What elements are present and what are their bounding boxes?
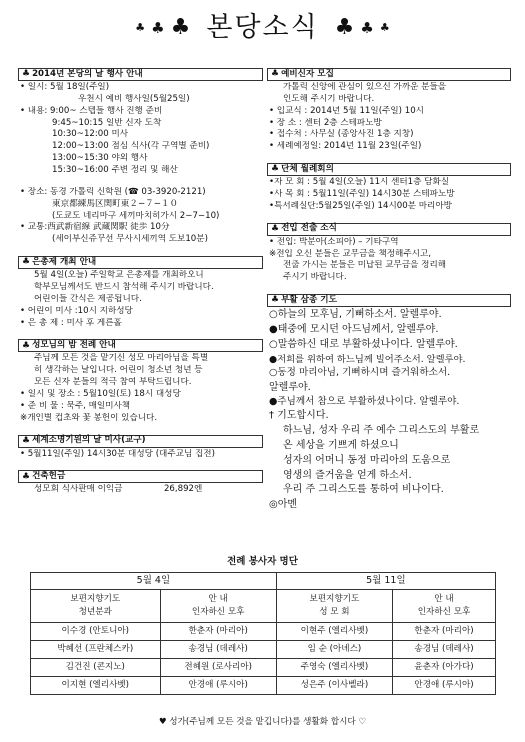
text-line: 인도해 주시기 바랍니다. [283, 93, 375, 104]
schedule-line: 10:30~12:00 미사 [52, 129, 129, 140]
text-line: • 전입: 박분아(소피아) – 기타구역 [269, 236, 399, 247]
section-body [18, 483, 263, 496]
club-icon: ♣ [22, 471, 31, 482]
section-body [18, 352, 263, 424]
section-heading-text: 부활 삼종 기도 [281, 294, 337, 305]
section-heading-text: 성모님의 밤 전례 안내 [32, 340, 116, 351]
section-heading [267, 294, 511, 307]
club-icon: ♣ [334, 14, 355, 40]
address-kr: (도쿄도 네리마구 세끼마치히가시 2−7−10) [52, 210, 220, 221]
left-column [18, 68, 263, 501]
roster-header [160, 590, 276, 623]
table-row [31, 659, 496, 677]
roster-cell: 김건진 (콘지노) [31, 659, 161, 677]
section-group-meetings [267, 163, 511, 213]
text-line: • 준 비 물 : 묵주, 매일미사책 [20, 400, 131, 411]
section-heading [18, 68, 263, 81]
schedule-line: 12:00~13:00 점심 식사(각 구역별 준비) [52, 141, 210, 152]
section-body [18, 269, 263, 329]
section-heading-text: 단체 월례회의 [281, 163, 334, 174]
roster-cell: 송경님 (데레사) [160, 641, 276, 659]
group: 인자하신 모후 [417, 607, 471, 617]
role: 안 내 [208, 594, 228, 605]
roster-header [393, 590, 496, 623]
text-line: •자 모 회 : 5월 4일(오늘) 11시 센터1층 담화실 [269, 177, 450, 188]
roster-cell: 안경애 (루시아) [393, 677, 496, 695]
prayer-line: ○말씀하신 대로 부활하셨나이다. 알렐루야. [269, 338, 458, 350]
section-heading-text: 전입 전출 소식 [281, 223, 337, 234]
section-heading [267, 163, 511, 176]
section-heading [18, 470, 263, 483]
roster-cell: 박혜선 (프란체스카) [31, 641, 161, 659]
amount: 26,892엔 [163, 484, 203, 495]
prayer-line: 영생의 즐거움을 얻게 하소서. [283, 469, 412, 481]
section-heading [267, 68, 511, 81]
club-icon: ♣ [170, 14, 191, 40]
club-icon: ♣ [151, 18, 165, 37]
club-icon: ♣ [22, 340, 31, 351]
rain-date: 우천시 예비 행사일(5월25일) [78, 93, 190, 104]
text-line: 어린이들 간식은 제공됩니다. [34, 293, 142, 304]
club-icon: ♣ [271, 164, 280, 175]
text-line: ※개인별 컵초와 꽃 봉헌이 있습니다. [20, 412, 158, 423]
club-icon: ♣ [379, 21, 390, 35]
role: 보편지향기도 [309, 594, 360, 605]
text-line: • 5월11일(주일) 14시30분 대성당 (대주교님 집전) [20, 448, 215, 459]
roster-cell: 성은주 (이사벨라) [276, 677, 392, 695]
prayer-line: ●주님께서 참으로 부활하셨나이다. 알렐루야. [269, 396, 460, 408]
text-line: 주님께 모든 것을 맡기신 성모 마리아님을 특별 [34, 353, 209, 364]
text-line: 5월 4일(오늘) 주일학교 은총제를 개최하오니 [34, 270, 204, 281]
roster-cell: 이수경 (안토니아) [31, 623, 161, 641]
group: 인자하신 모후 [191, 607, 245, 617]
section-body [18, 81, 263, 246]
roster-header [31, 590, 161, 623]
prayer-line: ●저희를 위하여 하느님께 빌어주소서. 알렐루야. [269, 353, 466, 365]
section-body [267, 236, 511, 284]
roster-cell: 안경애 (루시아) [160, 677, 276, 695]
section-heading [18, 256, 263, 269]
donation-line [20, 484, 261, 496]
prayer-line: 온 세상을 기쁘게 하셨으니 [283, 440, 399, 452]
section-marian-night [18, 339, 263, 424]
section-body [267, 81, 511, 153]
text-line: 주시기 바랍니다. [283, 272, 347, 283]
text-line: 전출 가시는 분들은 미납된 교무금을 정리해 [283, 260, 447, 271]
section-transfers [267, 223, 511, 284]
text-line: • 장 소 : 센터 2층 스테파노방 [269, 117, 382, 128]
prayer-line: † 기도합시다. [269, 410, 329, 422]
text-line: • 어린이 미사 :10시 지하성당 [20, 305, 133, 316]
prayer-line: ●태중에 모시던 아드님께서, 알렐루야. [269, 323, 439, 335]
text-line: 모든 신자 분들의 적극 참여 부탁드립니다. [34, 377, 192, 388]
transit-line: • 교통:西武新宿線 武蔵関駅 徒歩 10分 [20, 222, 170, 233]
roster-date-row [31, 573, 496, 590]
club-icon: ♣ [22, 257, 31, 268]
schedule-line: 9:45~10:15 일반 신자 도착 [52, 117, 162, 128]
roster-cell: 한춘자 (마리아) [160, 623, 276, 641]
group: 성 모 회 [319, 607, 350, 617]
schedule-line: • 내용: 9:00~ 스텝들 행사 진행 준비 [20, 105, 163, 116]
section-vocation-mass [18, 435, 263, 461]
text-line: ※전입 오신 분들은 교무금을 책정해주시고, [269, 248, 431, 259]
text-line: 학부모님께서도 반드시 참석해 주시기 바랍니다. [34, 282, 214, 293]
text-line: 히 생각하는 날입니다. 어린이 청소년 청년 등 [34, 365, 203, 376]
roster-date: 5월 11일 [276, 573, 495, 590]
roster-header-row [31, 590, 496, 623]
roster-cell: 송경님 (데레사) [393, 641, 496, 659]
section-heading-text: 예비신자 모집 [281, 68, 334, 79]
spacer [20, 177, 261, 187]
group: 청년분과 [78, 607, 112, 617]
roster-title: 전례 봉사자 명단 [227, 556, 298, 567]
roster-cell: 이현주 (엘리사벳) [276, 623, 392, 641]
section-building-fund [18, 470, 263, 496]
roster-date: 5월 4일 [31, 573, 277, 590]
text-line: 가톨릭 신앙에 관심이 있으신 가까운 분들을 [283, 82, 447, 92]
roster-cell: 임 순 (아녜스) [276, 641, 392, 659]
schedule-line: 15:30~16:00 주변 정리 및 해산 [52, 165, 178, 176]
transit-line-kr: (세이부신쥬꾸선 무사시세끼역 도보10분) [52, 234, 208, 245]
roster-cell: 한춘자 (마리아) [393, 623, 496, 641]
role: 보편지향기도 [70, 594, 121, 605]
section-body [18, 448, 263, 461]
section-parish-day [18, 68, 263, 246]
roster-cell: 이지현 (엘리사벳) [31, 677, 161, 695]
donor: 성모회 식사판매 이익금 [34, 484, 123, 495]
table-row [31, 677, 496, 695]
page-title: 본당소식 [206, 12, 319, 44]
text-line: •사 목 회 : 5월11일(주일) 14시30분 스테파노방 [269, 189, 455, 200]
section-heading-text: 세계소명기원의 날 미사(교구) [32, 435, 146, 446]
club-icon: ♣ [360, 18, 374, 37]
club-icon: ♣ [271, 295, 280, 306]
section-body [267, 307, 511, 513]
section-heading [18, 339, 263, 352]
club-icon: ♣ [135, 21, 146, 35]
table-row [31, 623, 496, 641]
section-heading [267, 223, 511, 236]
prayer-line: 성자의 어머니 동정 마리아의 도움으로 [283, 454, 451, 466]
text-line: • 접수처 : 사무실 (종앙사진 1층 지창) [269, 129, 414, 140]
right-column [267, 68, 511, 518]
prayer-line: ○동정 마리아님, 기뻐하시며 즐거워하소서. [269, 367, 451, 379]
club-icon: ♣ [271, 69, 280, 80]
section-body [267, 176, 511, 213]
prayer-line: 하느님, 성자 우리 주 예수 그리스도의 부활로 [283, 425, 480, 437]
prayer-line: ◎아멘 [269, 499, 298, 511]
roster-table [30, 572, 496, 695]
text-line: •특서례실단:5월25일(주일) 14시00분 마리아방 [269, 200, 452, 211]
footer-motto: ♥ 성가(주님께 모든 것을 맡깁니다)를 생활화 합시다 ♡ [158, 717, 367, 727]
prayer-line: 알렐루야. [269, 381, 311, 393]
section-heading-text: 은총제 개최 안내 [32, 256, 97, 267]
section-heading [18, 435, 263, 448]
roster-cell: 윤춘자 (아가다) [393, 659, 496, 677]
text-line: • 세례예정일: 2014년 11월 23일(주일) [269, 141, 422, 152]
section-regina-caeli [267, 294, 511, 513]
section-heading-text: 2014년 본당의 날 행사 안내 [32, 68, 143, 79]
venue-line: • 장소: 동경 가톨릭 신학원 (☎ 03-3920-2121) [20, 186, 206, 197]
masthead [0, 6, 525, 50]
roster-header [276, 590, 392, 623]
schedule-line: 13:00~15:30 야외 행사 [52, 153, 148, 164]
club-icon: ♣ [22, 69, 31, 80]
table-row [31, 641, 496, 659]
roster-cell: 주영숙 (엘리사벳) [276, 659, 392, 677]
section-grace-festival [18, 256, 263, 329]
roster-cell: 전혜원 (로사리아) [160, 659, 276, 677]
club-icon: ♣ [22, 435, 31, 446]
text-line: • 일시 및 장소 : 5월10일(토) 18시 대성당 [20, 389, 181, 400]
text-line: • 은 총 제 : 미사 후 게른홀 [20, 317, 122, 328]
club-icon: ♣ [271, 224, 280, 235]
section-heading-text: 건축헌금 [32, 471, 66, 482]
prayer-line: 우리 주 그리스도를 통하여 비나이다. [283, 484, 444, 496]
section-catechumen [267, 68, 511, 153]
event-date: • 일시: 5월 18일(주일) [20, 82, 110, 92]
prayer-line: ○하늘의 모후님, 기뻐하소서. 알렐루야. [269, 309, 442, 321]
text-line: • 입교식 : 2014년 5월 11일(주일) 10시 [269, 105, 424, 116]
address-jp: 東京都練馬区関町東２−７−１０ [52, 198, 179, 209]
role: 안 내 [434, 594, 454, 605]
